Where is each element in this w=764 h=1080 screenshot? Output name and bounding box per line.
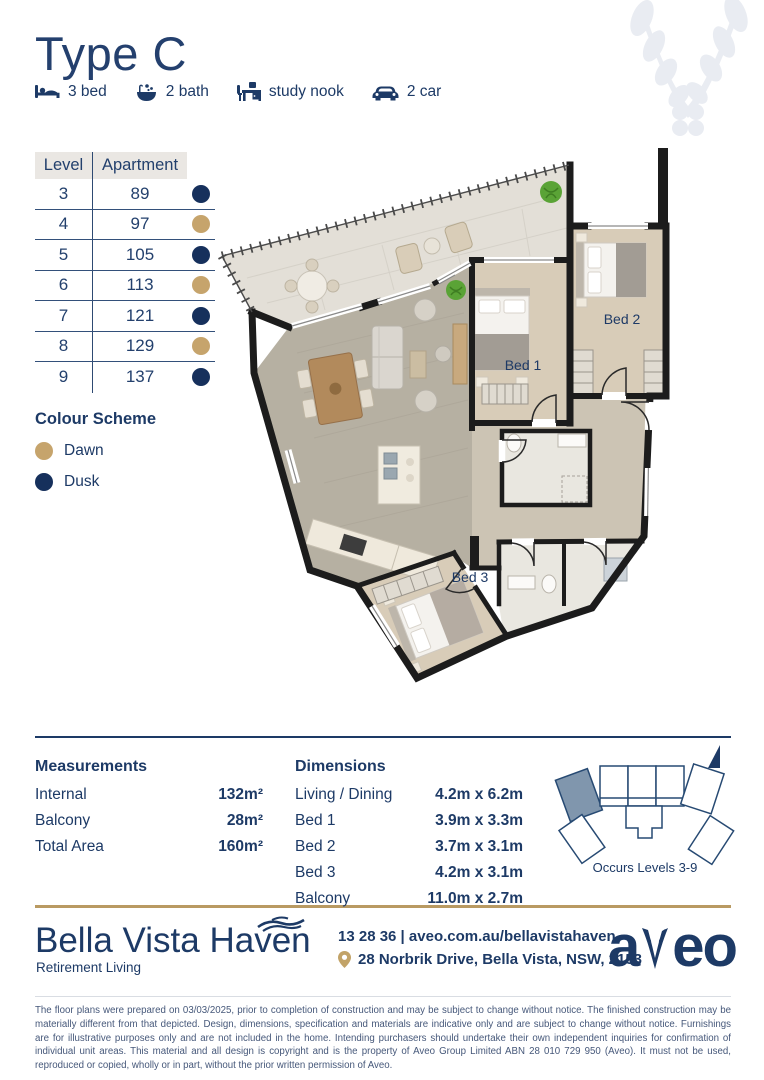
divider-navy <box>35 736 731 738</box>
aveo-logo <box>608 914 736 979</box>
brand-name: Bella Vista Haven <box>35 921 311 960</box>
measurement-row <box>35 786 263 804</box>
measurement-label: Internal <box>35 786 87 803</box>
table-row <box>35 179 215 210</box>
feature-car <box>372 83 441 101</box>
plant <box>540 181 562 203</box>
dimension-label: Bed 1 <box>295 812 336 829</box>
dimension-row <box>295 812 523 830</box>
dimension-value: 3.9m x 3.3m <box>435 812 523 829</box>
bed-icon <box>35 84 60 101</box>
dimension-label: Bed 2 <box>295 838 336 855</box>
cell-level: 5 <box>35 240 93 270</box>
measurement-label: Balcony <box>35 812 91 829</box>
cell-apartment: 121 <box>125 305 155 325</box>
feature-study <box>237 82 344 102</box>
column-header-apartment: Apartment <box>101 156 179 174</box>
dimension-label: Balcony <box>295 890 351 907</box>
table-row <box>35 210 215 241</box>
apartment-table-header <box>35 152 187 179</box>
sofa <box>372 326 403 389</box>
cell-level: 7 <box>35 301 93 331</box>
dimension-value: 3.7m x 3.1m <box>435 838 523 855</box>
feature-bath-label: 2 bath <box>165 83 209 100</box>
contact-block <box>338 928 642 968</box>
dusk-dot <box>35 473 53 491</box>
feature-bed-label: 3 bed <box>68 83 107 100</box>
bed2-label: Bed 2 <box>603 311 641 327</box>
keyplan-caption: Occurs Levels 3-9 <box>592 860 698 875</box>
dimension-value: 4.2m x 3.1m <box>435 864 523 881</box>
table-row <box>35 332 215 363</box>
car-icon <box>372 84 399 101</box>
address-line <box>338 951 642 968</box>
cell-level: 8 <box>35 332 93 362</box>
dusk-label: Dusk <box>64 473 100 490</box>
key-plan <box>553 742 743 882</box>
measurement-value: 160m² <box>218 838 263 855</box>
cell-level: 4 <box>35 210 93 240</box>
legend-item-dawn <box>35 442 156 460</box>
table-row <box>35 240 215 271</box>
dimension-row <box>295 890 523 908</box>
dawn-dot <box>35 442 53 460</box>
bed3-label: Bed 3 <box>451 569 489 585</box>
phone-web: 13 28 36 | aveo.com.au/bellavistahaven <box>338 928 616 945</box>
dimension-value: 11.0m x 2.7m <box>427 890 523 907</box>
dimensions-title: Dimensions <box>295 758 386 775</box>
feature-study-label: study nook <box>268 83 344 100</box>
dimensions-section <box>295 758 523 916</box>
brand-tagline: Retirement Living <box>36 960 142 975</box>
aveo-logo-eo: eo <box>672 914 736 979</box>
page-title: Type C <box>35 27 187 80</box>
measurement-row <box>35 838 263 856</box>
address-text: 28 Norbrik Drive, Bella Vista, NSW, 2153 <box>358 951 643 968</box>
cell-apartment: 89 <box>130 183 150 203</box>
bed2-furniture <box>576 233 646 307</box>
dimension-row <box>295 838 523 856</box>
feature-bath <box>135 82 209 102</box>
dimension-row <box>295 786 523 804</box>
measurements-section <box>35 758 263 864</box>
floor-plan <box>192 138 748 724</box>
table-row <box>35 271 215 302</box>
colour-scheme-legend <box>35 410 156 491</box>
dimension-label: Bed 3 <box>295 864 336 881</box>
colour-scheme-title: Colour Scheme <box>35 410 157 428</box>
bed1-label: Bed 1 <box>504 357 542 373</box>
location-pin-icon <box>338 951 351 968</box>
cell-apartment: 97 <box>130 214 150 234</box>
cell-apartment: 137 <box>125 367 155 387</box>
cell-apartment: 113 <box>126 275 154 295</box>
feature-row <box>35 82 441 102</box>
aveo-logo-a: a <box>608 914 639 979</box>
desk-icon <box>237 82 261 102</box>
column-header-level: Level <box>35 152 93 179</box>
measurement-value: 132m² <box>218 786 263 803</box>
dawn-label: Dawn <box>64 442 104 459</box>
cell-apartment: 129 <box>125 336 155 356</box>
legend-item-dusk <box>35 473 156 491</box>
aveo-leaf-v-icon <box>639 922 671 972</box>
dimension-value: 4.2m x 6.2m <box>435 786 523 803</box>
coffee-table <box>410 351 426 378</box>
cell-level: 3 <box>35 179 93 209</box>
measurements-title: Measurements <box>35 758 148 775</box>
feature-bed <box>35 83 107 101</box>
measurement-row <box>35 812 263 830</box>
cell-level: 6 <box>35 271 93 301</box>
disclaimer-text: The floor plans were prepared on 03/03/2025, prior to completion of construction and may be subject to change without notice. The finished construction may be materially different from that depicted. Design, dimensions, specification and materials are indicative only and are subject to change without notice. Furnishings are for illustrative purposes only and are not included in the home. Intending purchasers should undertake their own independent inquiries for confirmation of individual unit areas. This material and all design is copyright and is the property of Aveo Group Limited ABN 28 010 729 950 (Aveo). It must not be used, reproduced or copied, wholly or in part, without the prior written permission of Aveo. <box>35 996 731 1073</box>
bed1-robe <box>482 384 528 404</box>
wave-icon <box>256 915 306 933</box>
table-row <box>35 362 215 393</box>
building-footprint <box>555 764 733 864</box>
dimension-label: Living / Dining <box>295 786 393 803</box>
armchair <box>414 299 436 321</box>
cell-apartment: 105 <box>125 244 155 264</box>
cell-level: 9 <box>35 362 93 393</box>
dimension-row <box>295 864 523 882</box>
table-row <box>35 301 215 332</box>
measurement-value: 28m² <box>226 812 263 829</box>
feature-car-label: 2 car <box>406 83 442 100</box>
highlighted-unit <box>555 769 602 822</box>
armchair <box>415 390 437 412</box>
bath-icon <box>135 82 158 102</box>
apartment-table <box>35 152 215 393</box>
measurement-label: Total Area <box>35 838 104 855</box>
north-arrow-icon <box>708 745 720 768</box>
plant <box>446 280 466 300</box>
